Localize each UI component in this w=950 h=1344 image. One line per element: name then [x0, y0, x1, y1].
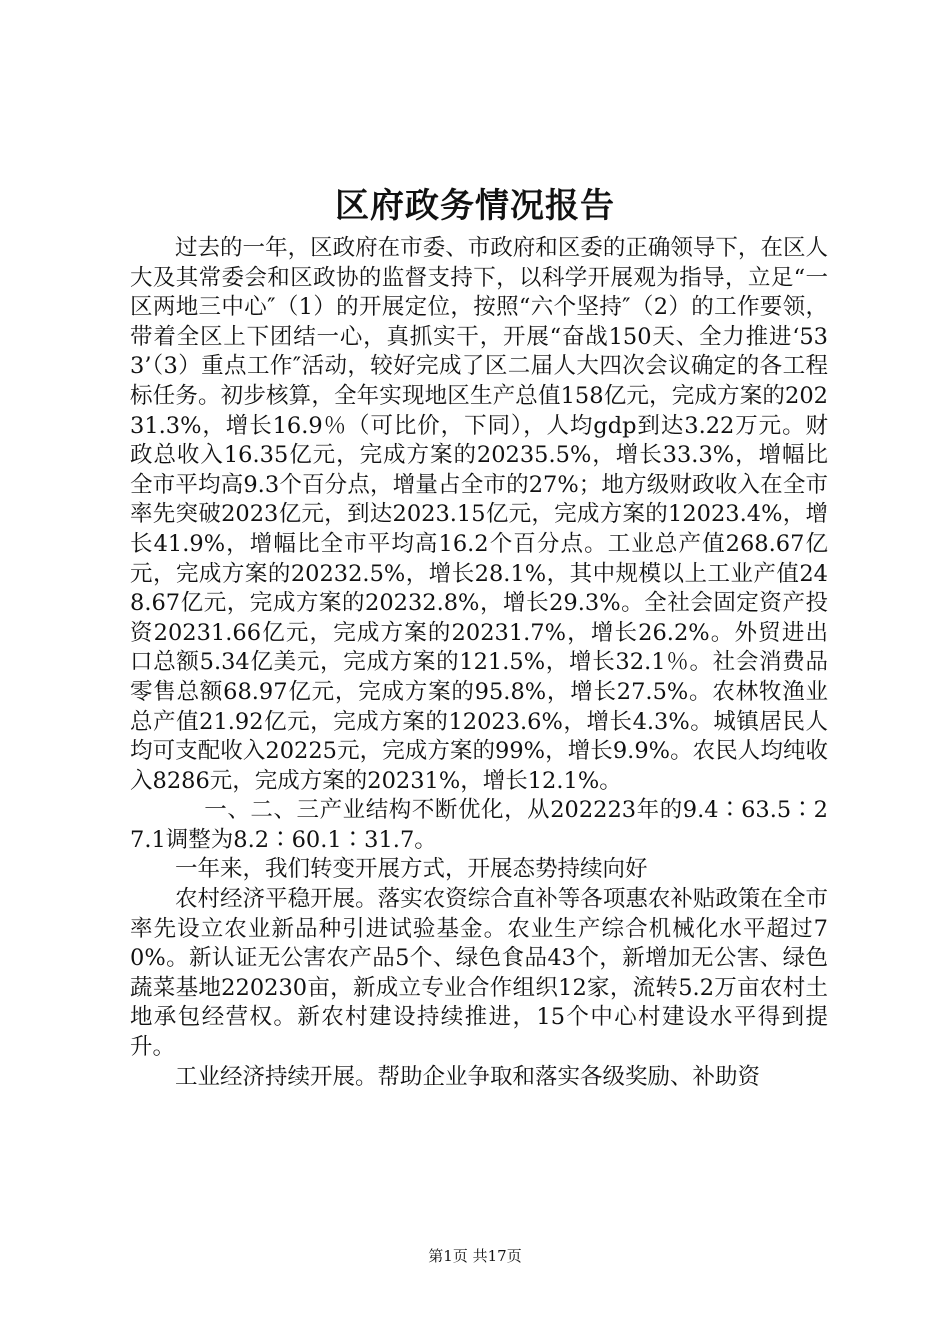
document-body [130, 234, 828, 1092]
paragraph-industry-structure: 一、二、三产业结构不断优化，从202223年的9.4∶63.5∶27.1调整为8.2∶60.1∶31.7。 [130, 797, 828, 853]
page-footer: 第1页 共17页 [428, 1247, 522, 1265]
document-title: 区府政务情况报告 [335, 186, 615, 226]
paragraph-rural-economy: 农村经济平稳开展。落实农资综合直补等各项惠农补贴政策在全市率先设立农业新品种引进试验基金。农业生产综合机械化水平超过70%。新认证无公害农产品5个、绿色食品43个，新增加无公害、绿色蔬菜基地220230亩，新成立专业合作组织12家，流转5.2万亩农村土地承包经营权。新农村建设持续推进，15个中心村建设水平得到提升。 [130, 886, 828, 1061]
paragraph-industrial-economy: 工业经济持续开展。帮助企业争取和落实各级奖励、补助资 [175, 1063, 761, 1090]
paragraph-transformation: 一年来，我们转变开展方式，开展态势持续向好 [175, 856, 648, 883]
paragraph-overview: 过去的一年，区政府在市委、市政府和区委的正确领导下，在区人大及其常委会和区政协的监督支持下，以科学开展观为指导，立足“一区两地三中心″（1）的开展定位，按照“六个坚持″（2）的工作要领，带着全区上下团结一心，真抓实干，开展“奋战150天、全力推进‘533’（3）重点工作″活动，较好完成了区二届人大四次会议确定的各工程标任务。初步核算，全年实现地区生产总值158亿元，完成方案的20231.3%，增长16.9％（可比价，下同），人均gdp到达3.22万元。财政总收入16.35亿元，完成方案的20235.5%，增长33.3%，增幅比全市平均高9.3个百分点，增量占全市的27%；地方级财政收入在全市率先突破2023亿元，到达2023.15亿元，完成方案的12023.4%，增长41.9%，增幅比全市平均高16.2个百分点。工业总产值268.67亿元，完成方案的20232.5%，增长28.1%，其中规模以上工业产值248.67亿元，完成方案的20232.8%，增长29.3%。全社会固定资产投资20231.66亿元，完成方案的20231.7%，增长26.2%。外贸进出口总额5.34亿美元，完成方案的121.5%，增长32.1％。社会消费品零售总额68.97亿元，完成方案的95.8%，增长27.5%。农林牧渔业总产值21.92亿元，完成方案的12023.6%，增长4.3%。城镇居民人均可支配收入20225元，完成方案的99%，增长9.9%。农民人均纯收入8286元，完成方案的20231%，增长12.1%。 [130, 235, 828, 794]
